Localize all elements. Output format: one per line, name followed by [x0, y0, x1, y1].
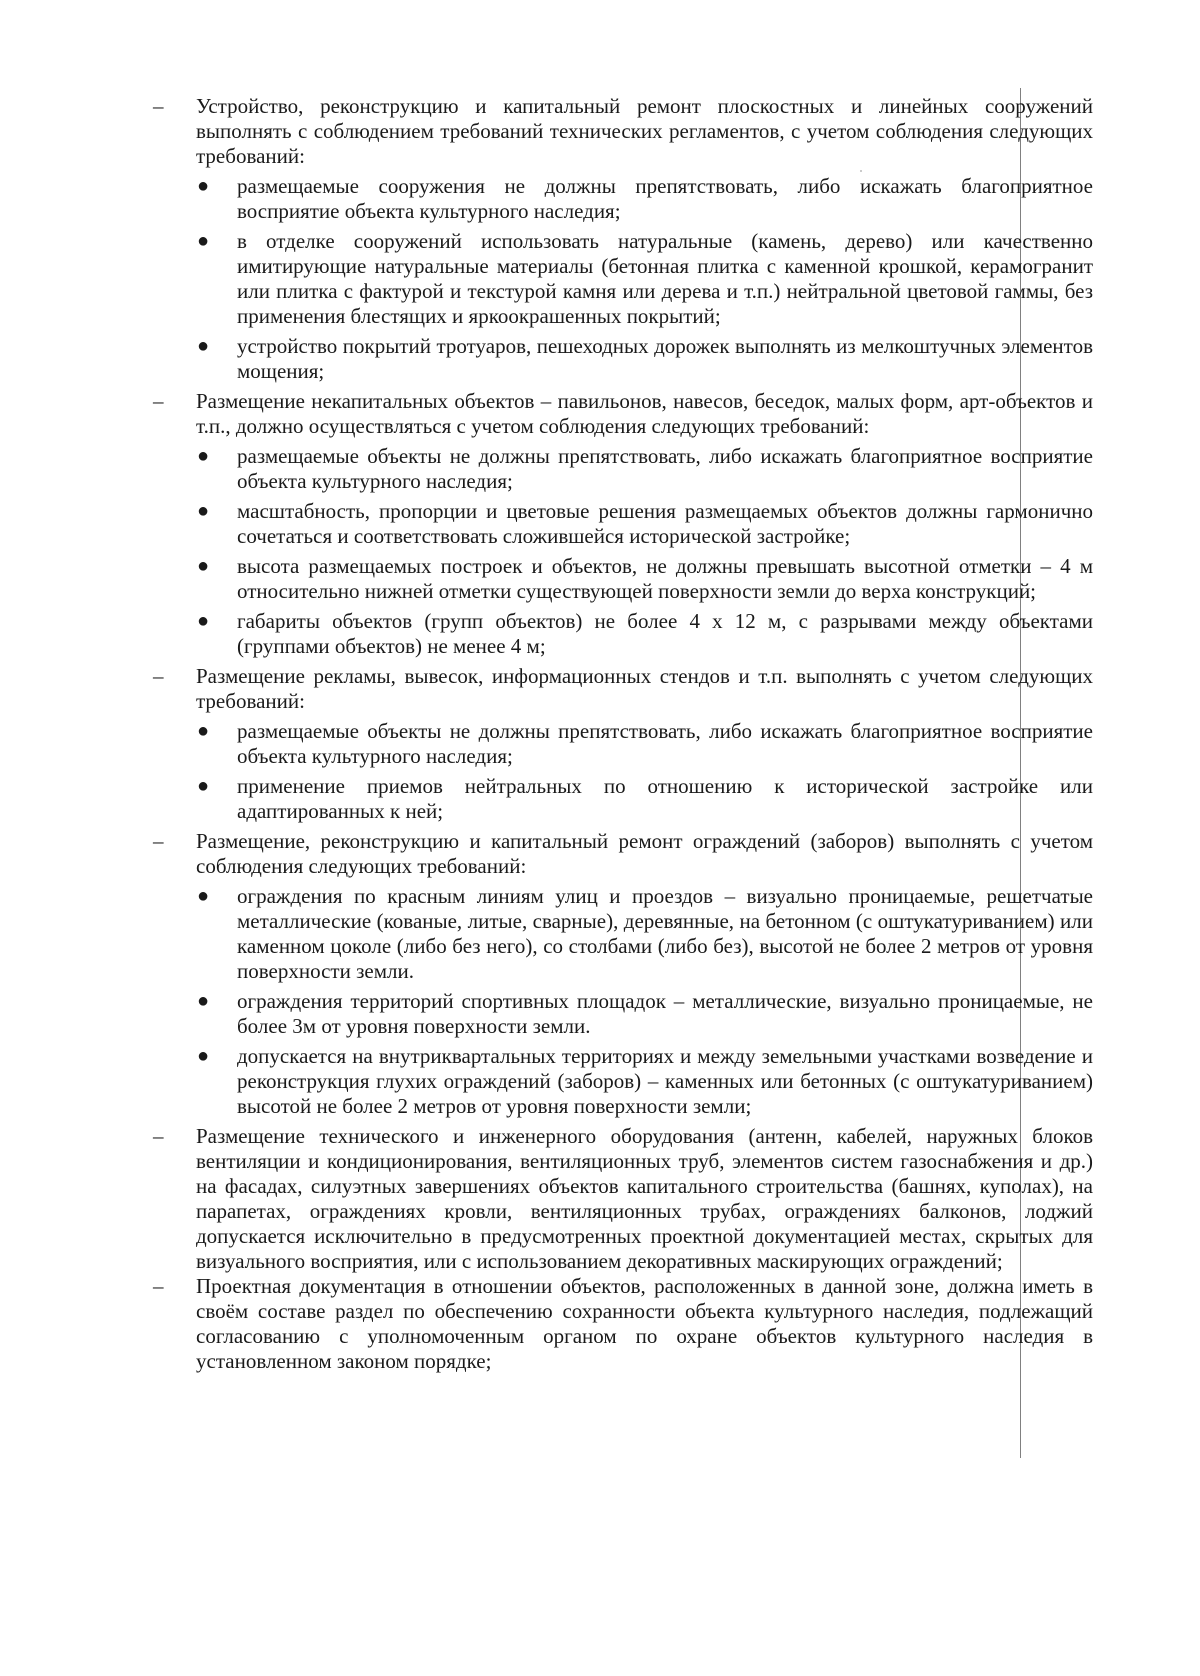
bullet-text: высота размещаемых построек и объектов, не должны превышать высотной отметки – 4 м относительно нижней отметки существующей поверхности земли до верха конструкций; — [237, 554, 1093, 603]
bullet-list — [153, 884, 1093, 1119]
bullet-text: допускается на внутриквартальных территориях и между земельными участками возведение и реконструкция глухих ограждений (заборов) – каменных или бетонных (с оштукатуриванием) высотой не более 2 метров от уровня поверхности земли; — [237, 1044, 1093, 1118]
dash-marker-icon: – — [153, 664, 164, 688]
bullet-text: размещаемые объекты не должны препятствовать, либо искажать благоприятное восприятие объекта культурного наследия; — [237, 719, 1093, 768]
bullet-item — [153, 1044, 1093, 1119]
bullet-list — [153, 444, 1093, 659]
bullet-dot-icon: ● — [197, 1045, 210, 1067]
bullet-dot-icon: ● — [197, 720, 210, 742]
requirement-text: Размещение технического и инженерного оборудования (антенн, кабелей, наружных блоков вентиляции и кондиционирования, вентиляционных труб, элементов систем газоснабжения и др.) на фасадах, силуэтных завершениях объектов капитального строительства (башнях, куполах), на парапетах, ограждениях кровли, вентиляционных трубах, ограждениях балконов, лоджий допускается исключительно в предусмотренных проектной документацией местах, скрытых для визуального восприятия, или с использованием декоративных маскирующих ограждений; — [196, 1124, 1093, 1273]
requirement-item — [153, 1124, 1093, 1274]
bullet-dot-icon: ● — [197, 885, 210, 907]
bullet-text: ограждения территорий спортивных площадок – металлические, визуально проницаемые, не более 3м от уровня поверхности земли. — [237, 989, 1093, 1038]
bullet-item — [153, 719, 1093, 769]
bullet-item — [153, 774, 1093, 824]
requirement-text: Размещение, реконструкцию и капитальный ремонт ограждений (заборов) выполнять с учетом соблюдения следующих требований: — [196, 829, 1093, 878]
dash-marker-icon: – — [153, 389, 164, 413]
bullet-item — [153, 334, 1093, 384]
dash-marker-icon: – — [153, 829, 164, 853]
bullet-dot-icon: ● — [197, 175, 210, 197]
requirement-item — [153, 829, 1093, 879]
bullet-item — [153, 884, 1093, 984]
bullet-dot-icon: ● — [197, 990, 210, 1012]
bullet-item — [153, 499, 1093, 549]
requirement-text: Устройство, реконструкцию и капитальный ремонт плоскостных и линейных сооружений выполнять с соблюдением требований технических регламентов, с учетом соблюдения следующих требований: — [196, 94, 1093, 168]
bullet-text: ограждения по красным линиям улиц и проездов – визуально проницаемые, решетчатые металлические (кованые, литые, сварные), деревянные, на бетонном (с оштукатуриванием) или каменном цоколе (либо без него), со столбами (либо без), высотой не более 2 метров от уровня поверхности земли. — [237, 884, 1093, 983]
dash-marker-icon: – — [153, 1274, 164, 1298]
requirement-item — [153, 664, 1093, 714]
bullet-dot-icon: ● — [197, 500, 210, 522]
requirement-item — [153, 94, 1093, 169]
bullet-dot-icon: ● — [197, 445, 210, 467]
bullet-dot-icon: ● — [197, 555, 210, 577]
bullet-text: размещаемые объекты не должны препятствовать, либо искажать благоприятное восприятие объекта культурного наследия; — [237, 444, 1093, 493]
bullet-item — [153, 444, 1093, 494]
dash-marker-icon: – — [153, 1124, 164, 1148]
bullet-dot-icon: ● — [197, 335, 210, 357]
bullet-text: применение приемов нейтральных по отношению к исторической застройке или адаптированных к ней; — [237, 774, 1093, 823]
bullet-text: габариты объектов (групп объектов) не более 4 х 12 м, с разрывами между объектами (группами объектов) не менее 4 м; — [237, 609, 1093, 658]
bullet-dot-icon: ● — [197, 610, 210, 632]
bullet-item — [153, 229, 1093, 329]
bullet-dot-icon: ● — [197, 775, 210, 797]
bullet-item — [153, 609, 1093, 659]
document-body — [153, 94, 1093, 1374]
bullet-item — [153, 554, 1093, 604]
requirement-item — [153, 1274, 1093, 1374]
bullet-item — [153, 989, 1093, 1039]
requirement-item — [153, 389, 1093, 439]
bullet-text: в отделке сооружений использовать натуральные (камень, дерево) или качественно имитирующие натуральные материалы (бетонная плитка с каменной крошкой, керамогранит или плитка с фактурой и текстурой камня или дерева и т.п.) нейтральной цветовой гаммы, без применения блестящих и яркоокрашенных покрытий; — [237, 229, 1093, 328]
bullet-dot-icon: ● — [197, 230, 210, 252]
requirement-text: Проектная документация в отношении объектов, расположенных в данной зоне, должна иметь в своём составе раздел по обеспечению сохранности объекта культурного наследия, подлежащий согласованию с уполномоченным органом по охране объектов культурного наследия в установленном законом порядке; — [196, 1274, 1093, 1373]
bullet-text: размещаемые сооружения не должны препятствовать, либо искажать благоприятное восприятие объекта культурного наследия; — [237, 174, 1093, 223]
bullet-item — [153, 174, 1093, 224]
bullet-list — [153, 719, 1093, 824]
dash-marker-icon: – — [153, 94, 164, 118]
bullet-text: устройство покрытий тротуаров, пешеходных дорожек выполнять из мелкоштучных элементов мощения; — [237, 334, 1093, 383]
requirement-text: Размещение некапитальных объектов – павильонов, навесов, беседок, малых форм, арт-объектов и т.п., должно осуществляться с учетом соблюдения следующих требований: — [196, 389, 1093, 438]
bullet-text: масштабность, пропорции и цветовые решения размещаемых объектов должны гармонично сочетаться и соответствовать сложившейся исторической застройке; — [237, 499, 1093, 548]
bullet-list — [153, 174, 1093, 384]
requirement-text: Размещение рекламы, вывесок, информационных стендов и т.п. выполнять с учетом следующих требований: — [196, 664, 1093, 713]
